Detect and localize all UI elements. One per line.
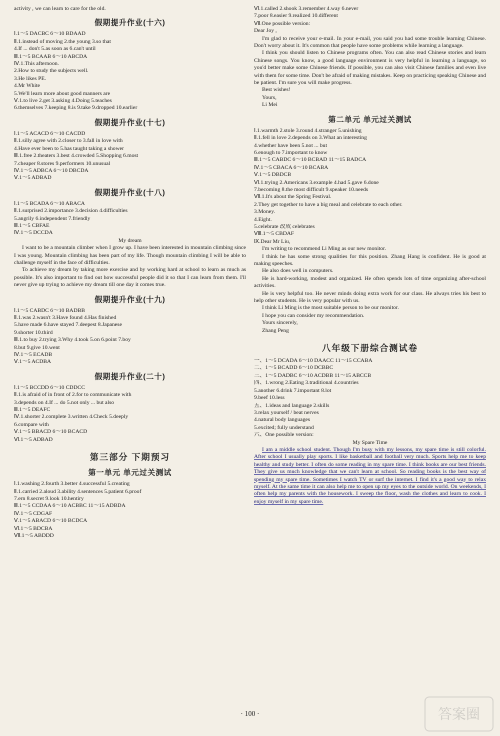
answer-line: 3.relax yourself / beat nerves: [254, 409, 319, 416]
answer-line: 四、1.wrong 2.Eating 3.traditional 4.countries: [254, 380, 359, 387]
essay-paragraph: I think he has some strong qualities for this position. Zhang Hang is confident. He is good at making speeches.: [254, 253, 486, 267]
letter-closing: Yours,: [262, 94, 277, 101]
answer-line: 五、1.ideas and language 2.skills: [254, 402, 330, 409]
answer-line: Ⅳ.1～5 CBACA 6～10 BCABA: [254, 164, 329, 171]
answer-line: Ⅱ.1.fell in love 2.depends on 3.What an interesting: [254, 135, 367, 142]
answer-line: 5.another 6.drink 7.important 8.lot: [254, 387, 332, 394]
answer-line: Ⅰ.1.warmth 2.stole 3.round 4.stranger 5.unishing: [254, 127, 362, 134]
answer-line: Ⅰ.1～5 BCADA 6～10 ABACA: [14, 200, 85, 207]
answer-line: 4.Have ever been to 5.has taught taking a shower: [14, 145, 124, 152]
essay-paragraph: I'm writing to recommend Li Ming as our new monitor.: [262, 246, 387, 253]
letter-closing: Zhang Peng: [262, 327, 289, 334]
essay-paragraph: He also does well in computers.: [262, 268, 334, 275]
essay-paragraph: He is hard-working, modest and organized. He often spends lots of time organizing after-school activities.: [254, 275, 486, 290]
answer-line: Ⅰ.1～5 BCCDD 6～10 CDDCC: [14, 384, 85, 391]
answer-line: 5.We'll learn more about good manners are: [14, 90, 111, 97]
essay-paragraph: I'm glad to receive your e-mail. In your e-mail, you said you had some trouble learning Chinese. Don't worry about it. It's common that people have some problems while learning a language.: [254, 35, 486, 50]
answer-line: Ⅳ.1～5 ECADB: [14, 352, 53, 359]
essay-paragraph: He is very helpful too. He never minds doing extra work for our class. He always tries his best to help other students. He is very popular with us.: [254, 290, 486, 305]
answer-line: Ⅶ.1～5 ABDDD: [14, 532, 54, 539]
watermark-logo-graphic: [424, 696, 494, 732]
essay-title: My dream: [118, 237, 142, 244]
answer-line: 7.poor 8.easier 9.realized 10.different: [254, 13, 338, 20]
essay-title: My Spare Time: [352, 439, 388, 446]
answer-line: Ⅱ.1.instead of moving 2.the young 3.so that: [14, 38, 111, 45]
section-heading: 第二单元 单元过关测试: [328, 114, 412, 124]
answer-line: 9.shorter 10.third: [14, 329, 53, 336]
answer-line: Ⅴ.1～5 ABACD 6～10 BCDCA: [14, 518, 88, 525]
answer-line: 7.becoming 8.the most difficult 9.speaker 10.needs: [254, 186, 369, 193]
answer-line: 2.How to study the subjects well.: [14, 68, 89, 75]
letter-closing: Yours sincerely,: [262, 320, 298, 327]
answer-line: Ⅱ.1.silly agree with 2.closer to 3.fall in love with: [14, 138, 123, 145]
answer-line: 一、1～5 DCADA 6～10 DAACC 11～15 CCABA: [254, 358, 373, 365]
answer-line: 7.cheaper 8.stores 9.performers 10.unusual: [14, 160, 111, 167]
answer-line: Ⅰ.1.washing 2.fourth 3.better 4.successful 5.creating: [14, 481, 130, 488]
answer-line: 3.Money.: [254, 209, 276, 216]
answer-line: 4.Mr White: [14, 83, 40, 90]
answer-line: Ⅲ.1～5 CCDAA 6～10 ACBBC 11～15 ADBDA: [14, 503, 126, 510]
part-heading: 第三部分 下期预习: [89, 452, 171, 463]
essay-paragraph: To achieve my dream by taking more exercise and by working hard at school to learn as much as possible. It's also important to find out how successful people did it so that I can learn from them. I'll never give up trying to achieve my dream till one day it comes true.: [14, 267, 246, 289]
section-heading: 假期提升作业(二十): [94, 371, 166, 381]
answer-line: 6.themselves 7.keeping 8.is 9.take 9.dropped 10.earlier: [14, 105, 138, 112]
answer-line: 7.ern 8.secret 9.look 10.hentiry: [14, 495, 84, 502]
answer-line: Ⅲ.1～5 DEAFC: [14, 407, 51, 414]
essay-paragraph: I want to be a mountain climber when I grow up. I have been interested in mountain climbing since I was young. Mountain climbing has been part of my life. Though mountain climbing I will be able to challenge myself in the face of difficulties.: [14, 245, 246, 266]
answer-line: 5.have made 6.have stayed 7.deepest 8.Japanese: [14, 322, 122, 329]
answer-line: Ⅴ.1～5 DBDCB: [254, 172, 292, 179]
answer-line: 6.enough to 7.important to know: [254, 149, 328, 156]
answer-line: Ⅴ.1～5 ACDBA: [14, 359, 52, 366]
section-heading: 假期提升作业(十九): [94, 294, 166, 304]
answer-line: Ⅴ.1.to live 2.get 3.asking 4.Doing 5.teaches: [14, 98, 112, 105]
right-column: [254, 6, 486, 506]
highlighted-essay: I am a middle school student. Though I'm busy with my lessons, my spare time is still colorful. After school I usually play sports. I like basketball and football very much. Sports help me to keep healthy and study better. I often do some reading in my spare time. I think books are our best friends. They give us much knowledge that we can't learn at school. So reading books is the best way of spending my spare time. Sometimes I watch TV or surf the internet. I find it's a good way to relax myself. At the same time it can also help me to open up my eyes to the outside world. On weekends, I often help my parents with the housework. I sweep the floor, wash the clothes and learn to cook. I enjoy myself in my spare time.: [254, 446, 486, 505]
answer-line: Ⅴ.1～5 ADBAD: [14, 175, 52, 182]
answer-line: Ⅳ.1～5 DCCDA: [14, 230, 53, 237]
essay-paragraph: I hope you can consider my recommendation.: [262, 312, 365, 319]
answer-line: Ⅳ.1.This afternoon.: [14, 61, 59, 68]
answer-line: Ⅲ.1.free 2.theaters 3.best 4.crowded 5.Shopping 6.most: [14, 153, 139, 160]
answer-line: Ⅱ.1.carried 2.aloud 3.ability 4.sentences 5.patient 6.proof: [14, 488, 142, 495]
answer-line: Ⅰ.1～5 DACBC 6～10 BDAAD: [14, 31, 86, 38]
page-number: · 100 ·: [240, 710, 260, 718]
answer-line: Ⅲ.1～5 CBFAE: [14, 222, 50, 229]
answer-line: Ⅵ.1～5 ADBAD: [14, 436, 53, 443]
answer-line: 6.compare with: [14, 421, 49, 428]
section-heading: 假期提升作业(十七): [94, 117, 166, 127]
answer-line: Ⅶ.One possible version:: [254, 20, 311, 27]
essay-paragraph: I think you should listen to Chinese programs often. You can also read Chinese stories and learn Chinese songs. You know, a good language environment is very helpful in learning a language, so you'd better make some Chinese friends. If possible, you can also visit Chinese families and even live with them for some time. Don't be afraid of making mistakes. Keep on practicing speaking Chinese and be patient. I'm sure you will make progress.: [254, 50, 486, 87]
answer-line: 4.natural body languages: [254, 417, 311, 424]
answer-line: Ⅸ.Dear Mr Liu,: [254, 238, 291, 245]
watermark-text: 答案圈: [438, 707, 480, 723]
answer-line: Ⅷ.1～5 CBDAF: [254, 231, 295, 238]
answer-line: activity , we can learn to care for the old.: [14, 6, 106, 12]
answer-line: 4.If ... don't 5.as soon as 6.can't until: [14, 46, 96, 53]
answer-line: Ⅳ.1～5 ADBCA 6～10 DBCDA: [14, 167, 89, 174]
answer-line: 5.celebrate 改成 celebrates: [254, 223, 315, 230]
letter-closing: Li Mei: [262, 102, 278, 109]
answer-line: 六、One possible version:: [254, 432, 314, 439]
answer-line: Ⅵ.1～5 BDCBA: [14, 525, 53, 532]
answer-line: Ⅵ.1.trying 2.Americans 3.example 4.had 5.gave 6.done: [254, 179, 379, 186]
answer-line: Ⅱ.1.was 2.wasn't 3.Have found 4.Has finished: [14, 315, 117, 321]
answer-line: Ⅲ.1.to buy 2.trying 3.Why 4.took 5.on 6.point 7.boy: [14, 337, 131, 344]
answer-line: Ⅲ.1～5 BCAAB 6～10 ABCDA: [14, 53, 88, 60]
answer-line: 5.excited; fully understand: [254, 424, 314, 431]
answer-line: Ⅱ.1.surprised 2.importance 3.decision 4.difficulties: [14, 208, 128, 215]
answer-line: Ⅵ.1.called 2.shook 3.remember 4.way 6.never: [254, 6, 359, 12]
left-column: [14, 6, 246, 540]
answer-line: Dear Joy ,: [254, 28, 277, 35]
watermark-logo: [424, 696, 494, 732]
answer-line: Ⅶ.1.It's about the Spring Festival.: [254, 194, 332, 201]
answer-line: 3.depends on 4.If ... do 5.not only ... but also: [14, 399, 115, 406]
answer-line: 4.Eight.: [254, 216, 272, 223]
answer-line: Ⅳ.1～5 CDGAF: [14, 510, 53, 517]
essay-paragraph: I think Li Ming is the most suitable person to be our monitor.: [262, 305, 399, 312]
answer-line: 二、1～5 BCADD 6～10 DCBBC: [254, 365, 334, 372]
section-heading: 第一单元 单元过关测试: [88, 468, 172, 478]
answer-line: 8.but 9.give 10.went: [14, 344, 60, 351]
answer-line: Ⅰ.1～5 CABDC 6～10 BADBB: [14, 307, 85, 314]
part-heading: 八年级下册综合测试卷: [322, 343, 418, 354]
answer-line: Ⅰ.1～5 ACACD 6～10 CACDD: [14, 130, 86, 137]
answer-line: 9.beef 10.less: [254, 395, 285, 402]
answer-line: Ⅳ.1.shorter 2.complete 3.written 4.Check 5.deeply: [14, 414, 129, 421]
section-heading: 假期提升作业(十八): [94, 187, 166, 197]
answer-line: 4.whether have been 5.not ... but: [254, 142, 328, 149]
answer-line: 三、1～5 DADBC 6～10 ACDBB 11～15 ABCCB: [254, 372, 372, 379]
answer-line: Ⅴ.1～5 BBACD 6～10 BCACD: [14, 429, 88, 436]
answer-line: 5.angrily 6.independent 7.friendly: [14, 215, 91, 222]
answer-line: Ⅱ.1.is afraid of in front of 2.for to communicate with: [14, 392, 132, 399]
answer-line: 2.They get together to have a big meal and celebrate to each other.: [254, 201, 403, 208]
section-heading: 假期提升作业(十六): [94, 18, 166, 28]
answer-line: Ⅲ.1～5 CABDC 6～10 BCBAD 11～15 BADCA: [254, 157, 367, 164]
letter-closing: Best wishes!: [262, 87, 291, 94]
answer-line: 3.He likes PE.: [14, 75, 47, 82]
